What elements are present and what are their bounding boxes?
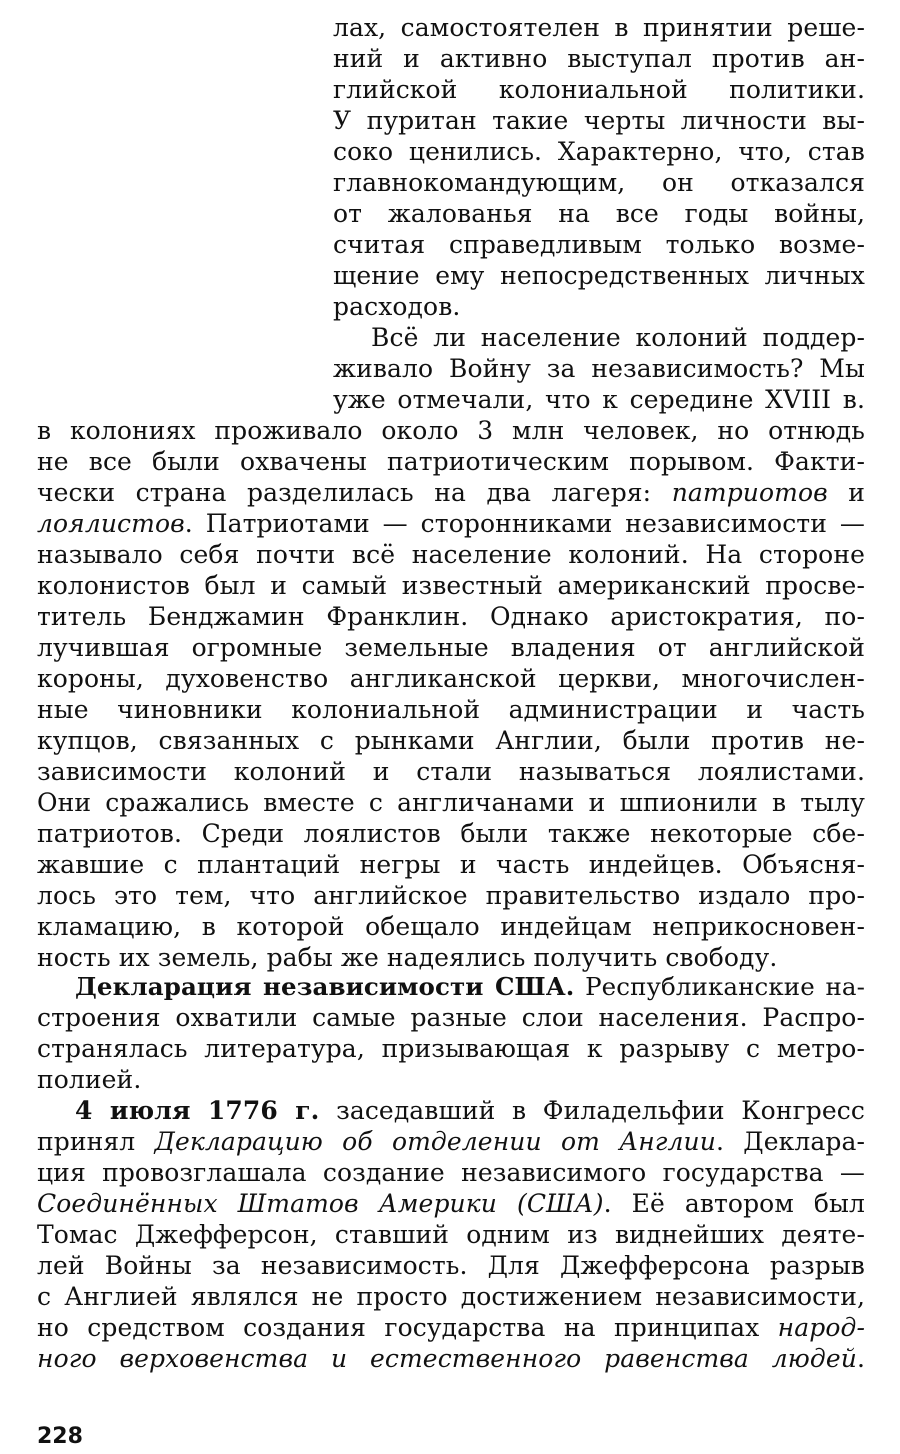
text-line bbox=[75, 972, 865, 1002]
term-usa: Соединённых Штатов Америки (США) bbox=[37, 1189, 604, 1218]
text-line bbox=[37, 1344, 865, 1374]
page-number: 228 bbox=[37, 1424, 83, 1449]
text-line: купцов, связанных с рынками Англии, были против не- bbox=[37, 726, 865, 755]
text-line: считая справедливым только возме- bbox=[333, 230, 865, 259]
text-line: от жалованья на все годы войны, bbox=[333, 199, 865, 228]
text-line: не все были охвачены патриотическим порывом. Факти- bbox=[37, 447, 865, 476]
text-line: ция провозглашала создание независимого государства — bbox=[37, 1158, 865, 1187]
text-line: полией. bbox=[37, 1065, 142, 1094]
text-line: ний и активно выступал против ан- bbox=[333, 44, 865, 73]
text-line: главнокомандующим, он отказался bbox=[333, 168, 865, 197]
text-line: Они сражались вместе с англичанами и шпионили в тылу bbox=[37, 788, 865, 817]
text-span: принял bbox=[37, 1127, 136, 1156]
text-line: короны, духовенство англиканской церкви, многочислен- bbox=[37, 664, 865, 693]
text-line: патриотов. Среди лоялистов были также некоторые сбе- bbox=[37, 819, 865, 848]
text-line bbox=[37, 1127, 865, 1157]
text-span: заседавший в Филадельфии Конгресс bbox=[336, 1096, 865, 1125]
text-line: лей Войны за независимость. Для Джефферсона разрыв bbox=[37, 1251, 865, 1280]
text-line bbox=[37, 478, 865, 508]
text-line: строения охватили самые разные слои населения. Распро- bbox=[37, 1003, 865, 1032]
text-line bbox=[37, 1189, 865, 1219]
text-span: но средством создания государства на принципах bbox=[37, 1313, 760, 1342]
text-line: ность их земель, рабы же надеялись получить свободу. bbox=[37, 943, 778, 972]
text-line: лах, самостоятелен в принятии реше- bbox=[333, 13, 865, 42]
text-line: ные чиновники колониальной администрации и часть bbox=[37, 695, 865, 724]
text-line: кламацию, в которой обещало индейцам неприкосновен- bbox=[37, 912, 865, 941]
text-span: . Патриотами — сторонниками независимости — bbox=[184, 509, 865, 538]
text-line: расходов. bbox=[333, 292, 461, 321]
text-line: называло себя почти всё население колоний. На стороне bbox=[37, 540, 865, 569]
term-loyalists: лоялистов bbox=[37, 509, 185, 538]
term-patriots: патриотов bbox=[671, 478, 828, 507]
text-line: щение ему непосредственных личных bbox=[333, 261, 865, 290]
text-line: У пуритан такие черты личности вы- bbox=[333, 106, 865, 135]
text-line: странялась литература, призывающая к разрыву с метро- bbox=[37, 1034, 865, 1063]
text-line: уже отмечали, что к середине XVIII в. bbox=[333, 385, 865, 414]
date-highlight: 4 июля 1776 г. bbox=[75, 1096, 320, 1125]
text-line bbox=[37, 509, 865, 539]
text-line bbox=[37, 1313, 865, 1343]
text-line: с Англией являлся не просто достижением независимости, bbox=[37, 1282, 865, 1311]
text-line: в колониях проживало около 3 млн человек, но отнюдь bbox=[37, 416, 865, 445]
text-line: Всё ли население колоний поддер- bbox=[371, 323, 865, 352]
section-heading: Декларация независимости США. bbox=[75, 972, 575, 1001]
text-line: лось это тем, что английское правительство издало про- bbox=[37, 881, 865, 910]
term-sovereignty: народ- bbox=[777, 1313, 865, 1342]
text-line: лучившая огромные земельные владения от английской bbox=[37, 633, 865, 662]
text-line: соко ценились. Характерно, что, став bbox=[333, 137, 865, 166]
text-span: . Её автором был bbox=[603, 1189, 865, 1218]
text-span: Республиканские на- bbox=[585, 972, 865, 1001]
text-span: . bbox=[856, 1344, 865, 1373]
text-line: Томас Джефферсон, ставший одним из виднейших деяте- bbox=[37, 1220, 865, 1249]
text-line: глийской колониальной политики. bbox=[333, 75, 865, 104]
text-line: титель Бенджамин Франклин. Однако аристократия, по- bbox=[37, 602, 865, 631]
text-span: чески страна разделилась на два лагеря: bbox=[37, 478, 652, 507]
text-line: жавшие с плантаций негры и часть индейцев. Объясня- bbox=[37, 850, 865, 879]
text-span: и bbox=[848, 478, 866, 507]
text-span: . Деклара- bbox=[715, 1127, 865, 1156]
text-line: колонистов был и самый известный американский просве- bbox=[37, 571, 865, 600]
term-equality: ного верховенства и естественного равенства людей bbox=[37, 1344, 857, 1373]
text-line: зависимости колоний и стали называться лоялистами. bbox=[37, 757, 865, 786]
text-line: живало Войну за независимость? Мы bbox=[333, 354, 865, 383]
term-declaration: Декларацию об отделении от Англии bbox=[154, 1127, 716, 1156]
text-line bbox=[75, 1096, 865, 1126]
